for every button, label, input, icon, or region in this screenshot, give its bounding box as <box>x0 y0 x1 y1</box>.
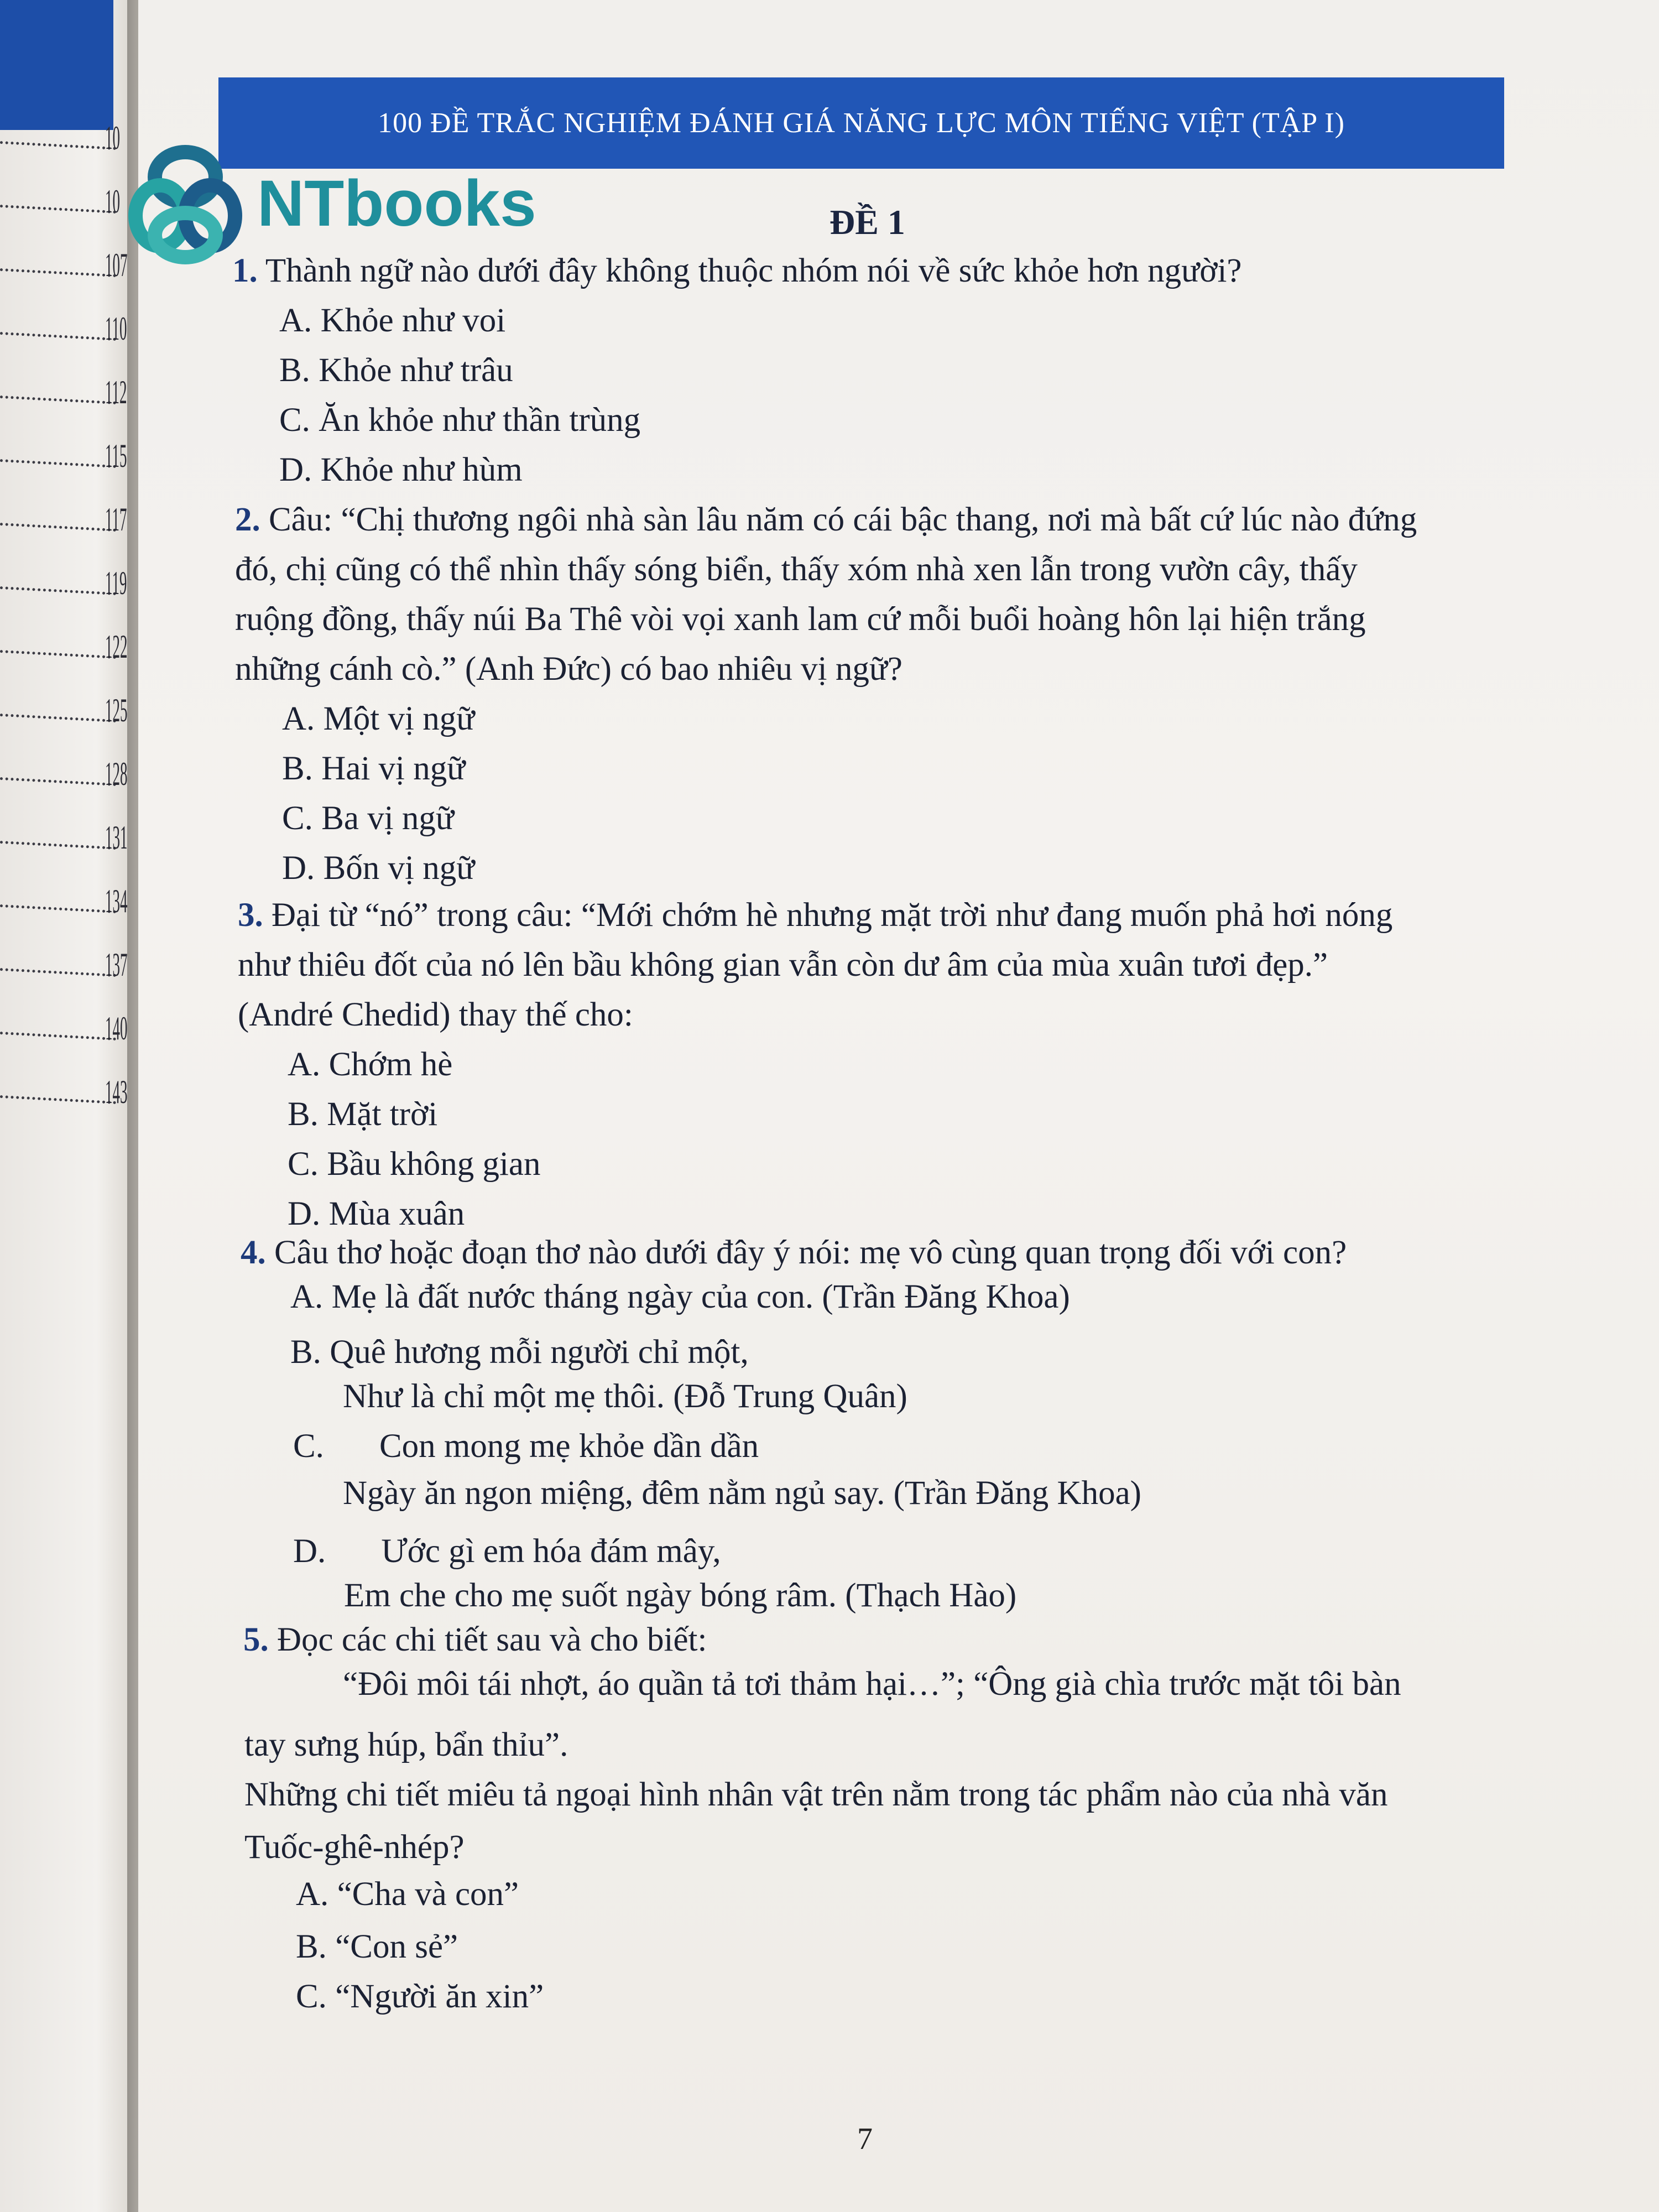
question-text: Đại từ “nó” trong câu: “Mới chớm hè nhưng mặt trời như đang muốn phả hơi nóng <box>272 897 1393 934</box>
option-letter: B. <box>288 1096 319 1133</box>
option-5b <box>296 1922 458 1972</box>
option-4d <box>293 1527 721 1576</box>
question-text: Thành ngữ nào dưới đây không thuộc nhóm nói về sức khỏe hơn người? <box>265 252 1242 289</box>
option-text: “Con sẻ” <box>335 1928 458 1965</box>
option-letter: A. <box>290 1278 324 1315</box>
question-5-ask-line-1: Những chi tiết miêu tả ngoại hình nhân vật trên nằm trong tác phẩm nào của nhà văn <box>244 1776 1388 1813</box>
question-2-line-1 <box>235 495 1417 545</box>
question-5 <box>243 1615 707 1665</box>
toc-leader-line <box>0 395 116 404</box>
toc-leader-line <box>0 904 116 913</box>
toc-page-number: 125 <box>105 692 128 728</box>
option-text: Ăn khỏe như thần trùng <box>319 402 641 439</box>
toc-page-number: 131 <box>105 819 128 856</box>
toc-page-number: 128 <box>105 756 128 792</box>
option-text: Khỏe như hùm <box>320 451 523 488</box>
question-2-line-4: những cánh cò.” (Anh Đức) có bao nhiêu vị ngữ? <box>235 650 902 688</box>
question-text: Đọc các chi tiết sau và cho biết: <box>277 1621 707 1658</box>
option-3c <box>288 1139 540 1189</box>
option-letter: A. <box>282 700 315 737</box>
option-4b <box>290 1328 749 1377</box>
option-5a <box>296 1870 519 1919</box>
option-letter: A. <box>279 302 312 339</box>
option-1c <box>279 395 640 445</box>
question-number: 4. <box>241 1234 266 1271</box>
toc-leader-line <box>0 332 116 341</box>
toc-leader-line <box>0 777 116 786</box>
option-letter: C. <box>282 800 313 837</box>
option-text: Bốn vị ngữ <box>323 850 475 887</box>
exam-title: ĐỀ 1 <box>830 202 905 242</box>
question-2-line-3: ruộng đồng, thấy núi Ba Thê vòi vọi xanh lam cứ mỗi buổi hoàng hôn lại hiện trắng <box>235 601 1366 638</box>
toc-page-number: 110 <box>105 310 127 347</box>
option-letter: C. <box>288 1146 319 1183</box>
toc-leader-line <box>0 586 116 595</box>
option-text: Hai vị ngữ <box>321 750 466 787</box>
question-number: 2. <box>235 501 260 538</box>
option-text: Mặt trời <box>327 1096 438 1133</box>
toc-leader-line <box>0 1095 116 1104</box>
left-facing-page <box>0 0 138 2212</box>
option-letter: D. <box>293 1533 326 1570</box>
question-2-line-2: đó, chị cũng có thể nhìn thấy sóng biển, thấy xóm nhà xen lẫn trong vườn cây, thấy <box>235 551 1358 588</box>
toc-page-number: 119 <box>105 565 127 601</box>
question-text: Câu: “Chị thương ngôi nhà sàn lâu năm có cái bậc thang, nơi mà bất cứ lúc nào đứng <box>269 501 1417 538</box>
toc-leader-line <box>0 268 116 277</box>
question-1 <box>232 246 1242 296</box>
option-text: “Cha và con” <box>337 1876 519 1913</box>
toc-page-number: 10 <box>105 119 120 156</box>
question-number: 1. <box>232 252 258 289</box>
toc-page-number: 112 <box>105 374 127 410</box>
question-5-ask-line-2: Tuốc-ghê-nhép? <box>244 1829 465 1866</box>
toc-page-number: 115 <box>105 438 127 474</box>
option-text: “Người ăn xin” <box>335 1978 544 2015</box>
question-4 <box>241 1228 1347 1278</box>
option-2d <box>282 844 474 893</box>
toc-page-number: 134 <box>105 883 128 919</box>
question-3-line-2: như thiêu đốt của nó lên bầu không gian vẫn còn dư âm của mùa xuân tươi đẹp.” <box>238 946 1328 983</box>
toc-leader-line <box>0 141 116 150</box>
option-text: Con mong mẹ khỏe dần dần <box>379 1428 759 1465</box>
toc-leader-line <box>0 1032 116 1040</box>
toc-page-number: 137 <box>105 946 128 983</box>
option-letter: D. <box>279 451 312 488</box>
header-title: 100 ĐỀ TRẮC NGHIỆM ĐÁNH GIÁ NĂNG LỰC MÔN TIẾNG VIỆT (TẬP I) <box>378 107 1345 139</box>
question-text: Câu thơ hoặc đoạn thơ nào dưới đây ý nói: mẹ vô cùng quan trọng đối với con? <box>274 1234 1347 1271</box>
question-3-line-1 <box>238 891 1392 940</box>
toc-leader-line <box>0 841 116 850</box>
option-text: Mẹ là đất nước tháng ngày của con. (Trần Đăng Khoa) <box>331 1278 1070 1315</box>
question-5-quote-line-1: “Đôi môi tái nhợt, áo quần tả tơi thảm hại…”; “Ông già chìa trước mặt tôi bàn <box>343 1665 1401 1703</box>
option-letter: C. <box>296 1978 327 2015</box>
toc-leader-line <box>0 714 116 722</box>
option-text: Khỏe như trâu <box>319 352 513 389</box>
option-letter: B. <box>282 750 313 787</box>
option-text: Bầu không gian <box>327 1146 541 1183</box>
option-text: Khỏe như voi <box>320 302 506 339</box>
option-2b <box>282 744 465 794</box>
option-text: Chớm hè <box>328 1046 453 1083</box>
option-4c-line-2: Ngày ăn ngon miệng, đêm nằm ngủ say. (Trần Đăng Khoa) <box>343 1475 1141 1512</box>
option-1d <box>279 445 523 495</box>
toc-leader-line <box>0 650 116 659</box>
option-4b-line-2: Như là chỉ một mẹ thôi. (Đỗ Trung Quân) <box>343 1378 907 1415</box>
option-3b <box>288 1090 437 1139</box>
toc-leader-line <box>0 205 116 214</box>
option-3a <box>288 1040 452 1090</box>
page-number: 7 <box>857 2122 873 2156</box>
option-letter: D. <box>282 850 315 887</box>
option-1a <box>279 296 505 346</box>
option-4a <box>290 1272 1070 1322</box>
option-letter: A. <box>288 1046 321 1083</box>
left-page-blue-bar <box>0 0 113 130</box>
option-text: Một vị ngữ <box>323 700 475 737</box>
question-number: 5. <box>243 1621 269 1658</box>
option-text: Ước gì em hóa đám mây, <box>381 1533 721 1570</box>
toc-page-number: 143 <box>105 1074 128 1110</box>
toc-leader-line <box>0 523 116 532</box>
option-2c <box>282 794 454 844</box>
toc-page-number: 117 <box>105 501 127 538</box>
option-text: Mùa xuân <box>328 1195 465 1232</box>
option-4d-line-2: Em che cho mẹ suốt ngày bóng râm. (Thạch Hào) <box>344 1577 1017 1614</box>
option-letter: B. <box>279 352 310 389</box>
option-letter: C. <box>279 402 310 439</box>
question-5-quote-line-2: tay sưng húp, bẩn thỉu”. <box>244 1726 568 1763</box>
option-text: Quê hương mỗi người chỉ một, <box>330 1334 749 1371</box>
option-2a <box>282 694 474 744</box>
option-letter: B. <box>296 1928 327 1965</box>
main-page <box>138 0 1659 2212</box>
question-content <box>138 0 1659 2212</box>
toc-page-number: 140 <box>105 1010 128 1047</box>
toc-page-number: 10 <box>105 183 120 220</box>
option-4c <box>293 1422 759 1471</box>
option-letter: B. <box>290 1334 321 1371</box>
option-letter: C. <box>293 1428 324 1465</box>
option-1b <box>279 346 513 395</box>
toc-leader-line <box>0 968 116 977</box>
option-letter: A. <box>296 1876 329 1913</box>
option-letter: D. <box>288 1195 321 1232</box>
toc-page-number: 122 <box>105 628 128 665</box>
question-number: 3. <box>238 897 263 934</box>
option-text: Ba vị ngữ <box>321 800 454 837</box>
option-5c <box>296 1972 544 2022</box>
toc-page-number: 107 <box>105 247 128 283</box>
toc-leader-line <box>0 459 116 468</box>
logo-text: NTbooks <box>257 167 536 240</box>
question-3-line-3: (André Chedid) thay thế cho: <box>238 996 633 1033</box>
